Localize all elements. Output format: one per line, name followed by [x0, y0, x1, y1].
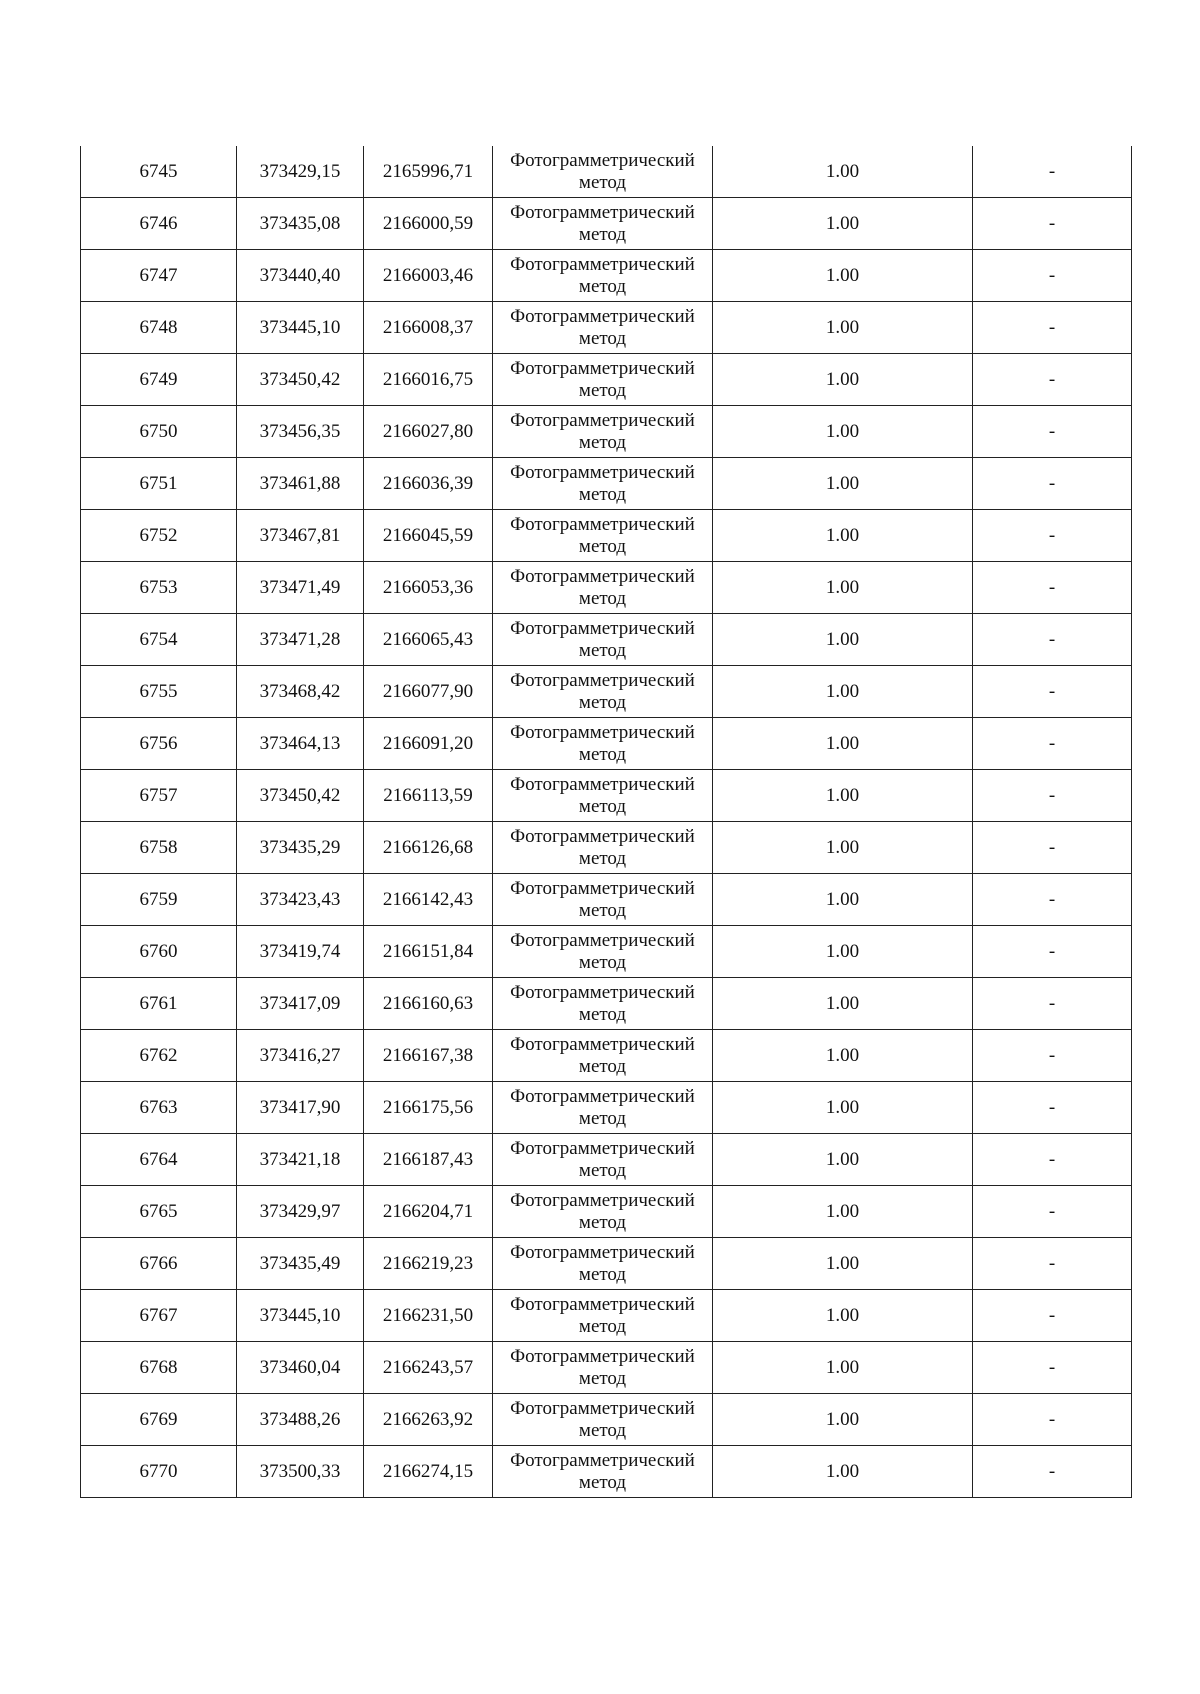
method-cell: [493, 666, 713, 718]
note-cell: -: [973, 1030, 1132, 1082]
accuracy-cell: 1.00: [713, 458, 973, 510]
method-cell: [493, 1238, 713, 1290]
point-number-cell: 6758: [81, 822, 237, 874]
method-cell: [493, 1030, 713, 1082]
method-line-2: метод: [578, 223, 627, 245]
table-row: [81, 1446, 1132, 1498]
point-number-cell: 6760: [81, 926, 237, 978]
table-row: [81, 926, 1132, 978]
point-number-cell: 6746: [81, 198, 237, 250]
table-row: [81, 198, 1132, 250]
method-line-1: Фотограмметрический: [510, 981, 695, 1003]
y-coordinate-cell: 2166126,68: [364, 822, 493, 874]
method-line-1: Фотограмметрический: [510, 513, 695, 535]
table-row: [81, 510, 1132, 562]
point-number-cell: 6751: [81, 458, 237, 510]
method-line-2: метод: [578, 951, 627, 973]
method-line-1: Фотограмметрический: [510, 1033, 695, 1055]
method-line-2: метод: [578, 743, 627, 765]
accuracy-cell: 1.00: [713, 1342, 973, 1394]
y-coordinate-cell: 2166053,36: [364, 562, 493, 614]
method-line-1: Фотограмметрический: [510, 253, 695, 275]
note-cell: -: [973, 510, 1132, 562]
y-coordinate-cell: 2166091,20: [364, 718, 493, 770]
y-coordinate-cell: 2166231,50: [364, 1290, 493, 1342]
y-coordinate-cell: 2166274,15: [364, 1446, 493, 1498]
method-cell: [493, 354, 713, 406]
y-coordinate-cell: 2166243,57: [364, 1342, 493, 1394]
y-coordinate-cell: 2165996,71: [364, 146, 493, 198]
point-number-cell: 6761: [81, 978, 237, 1030]
method-cell: [493, 770, 713, 822]
note-cell: -: [973, 822, 1132, 874]
accuracy-cell: 1.00: [713, 666, 973, 718]
table-row: [81, 302, 1132, 354]
note-cell: -: [973, 406, 1132, 458]
method-line-1: Фотограмметрический: [510, 565, 695, 587]
method-line-2: метод: [578, 327, 627, 349]
method-line-1: Фотограмметрический: [510, 1397, 695, 1419]
x-coordinate-cell: 373464,13: [237, 718, 364, 770]
accuracy-cell: 1.00: [713, 1030, 973, 1082]
method-cell: [493, 250, 713, 302]
method-cell: [493, 562, 713, 614]
y-coordinate-cell: 2166065,43: [364, 614, 493, 666]
x-coordinate-cell: 373416,27: [237, 1030, 364, 1082]
table-row: [81, 1290, 1132, 1342]
method-line-1: Фотограмметрический: [510, 1085, 695, 1107]
y-coordinate-cell: 2166151,84: [364, 926, 493, 978]
table-row: [81, 718, 1132, 770]
table-row: [81, 406, 1132, 458]
x-coordinate-cell: 373450,42: [237, 354, 364, 406]
accuracy-cell: 1.00: [713, 562, 973, 614]
note-cell: -: [973, 146, 1132, 198]
accuracy-cell: 1.00: [713, 1082, 973, 1134]
point-number-cell: 6765: [81, 1186, 237, 1238]
method-cell: [493, 614, 713, 666]
x-coordinate-cell: 373445,10: [237, 1290, 364, 1342]
x-coordinate-cell: 373461,88: [237, 458, 364, 510]
x-coordinate-cell: 373471,28: [237, 614, 364, 666]
note-cell: -: [973, 1238, 1132, 1290]
table-row: [81, 1394, 1132, 1446]
method-line-1: Фотограмметрический: [510, 1449, 695, 1471]
method-line-1: Фотограмметрический: [510, 825, 695, 847]
method-cell: [493, 510, 713, 562]
y-coordinate-cell: 2166003,46: [364, 250, 493, 302]
point-number-cell: 6768: [81, 1342, 237, 1394]
x-coordinate-cell: 373468,42: [237, 666, 364, 718]
x-coordinate-cell: 373429,97: [237, 1186, 364, 1238]
x-coordinate-cell: 373417,90: [237, 1082, 364, 1134]
method-line-1: Фотограмметрический: [510, 929, 695, 951]
note-cell: -: [973, 1134, 1132, 1186]
note-cell: -: [973, 198, 1132, 250]
y-coordinate-cell: 2166113,59: [364, 770, 493, 822]
y-coordinate-cell: 2166160,63: [364, 978, 493, 1030]
point-number-cell: 6750: [81, 406, 237, 458]
method-line-2: метод: [578, 1367, 627, 1389]
point-number-cell: 6755: [81, 666, 237, 718]
note-cell: -: [973, 666, 1132, 718]
method-line-1: Фотограмметрический: [510, 877, 695, 899]
accuracy-cell: 1.00: [713, 354, 973, 406]
accuracy-cell: 1.00: [713, 1290, 973, 1342]
method-line-1: Фотограмметрический: [510, 773, 695, 795]
x-coordinate-cell: 373456,35: [237, 406, 364, 458]
accuracy-cell: 1.00: [713, 822, 973, 874]
x-coordinate-cell: 373419,74: [237, 926, 364, 978]
method-line-2: метод: [578, 171, 627, 193]
table-row: [81, 770, 1132, 822]
method-line-1: Фотограмметрический: [510, 721, 695, 743]
y-coordinate-cell: 2166016,75: [364, 354, 493, 406]
note-cell: -: [973, 354, 1132, 406]
method-line-2: метод: [578, 1471, 627, 1493]
table-row: [81, 1082, 1132, 1134]
method-cell: [493, 458, 713, 510]
point-number-cell: 6756: [81, 718, 237, 770]
x-coordinate-cell: 373471,49: [237, 562, 364, 614]
accuracy-cell: 1.00: [713, 770, 973, 822]
x-coordinate-cell: 373429,15: [237, 146, 364, 198]
point-number-cell: 6752: [81, 510, 237, 562]
table-row: [81, 250, 1132, 302]
note-cell: -: [973, 1342, 1132, 1394]
method-line-2: метод: [578, 1003, 627, 1025]
point-number-cell: 6759: [81, 874, 237, 926]
method-line-1: Фотограмметрический: [510, 669, 695, 691]
note-cell: -: [973, 250, 1132, 302]
note-cell: -: [973, 1394, 1132, 1446]
note-cell: -: [973, 614, 1132, 666]
method-line-2: метод: [578, 1211, 627, 1233]
x-coordinate-cell: 373421,18: [237, 1134, 364, 1186]
y-coordinate-cell: 2166000,59: [364, 198, 493, 250]
method-cell: [493, 1290, 713, 1342]
x-coordinate-cell: 373460,04: [237, 1342, 364, 1394]
accuracy-cell: 1.00: [713, 978, 973, 1030]
method-line-2: метод: [578, 1263, 627, 1285]
x-coordinate-cell: 373440,40: [237, 250, 364, 302]
method-line-2: метод: [578, 483, 627, 505]
method-cell: [493, 146, 713, 198]
accuracy-cell: 1.00: [713, 1186, 973, 1238]
method-line-1: Фотограмметрический: [510, 357, 695, 379]
method-line-1: Фотограмметрический: [510, 617, 695, 639]
accuracy-cell: 1.00: [713, 1134, 973, 1186]
method-cell: [493, 1082, 713, 1134]
table-row: [81, 146, 1132, 198]
table-row: [81, 666, 1132, 718]
x-coordinate-cell: 373488,26: [237, 1394, 364, 1446]
accuracy-cell: 1.00: [713, 874, 973, 926]
method-cell: [493, 822, 713, 874]
note-cell: -: [973, 718, 1132, 770]
note-cell: -: [973, 562, 1132, 614]
y-coordinate-cell: 2166027,80: [364, 406, 493, 458]
note-cell: -: [973, 978, 1132, 1030]
method-line-1: Фотограмметрический: [510, 201, 695, 223]
accuracy-cell: 1.00: [713, 146, 973, 198]
coordinates-table-body: [81, 146, 1132, 1498]
method-cell: [493, 406, 713, 458]
x-coordinate-cell: 373500,33: [237, 1446, 364, 1498]
method-line-1: Фотограмметрический: [510, 1137, 695, 1159]
accuracy-cell: 1.00: [713, 406, 973, 458]
table-row: [81, 614, 1132, 666]
method-line-2: метод: [578, 587, 627, 609]
method-line-1: Фотограмметрический: [510, 149, 695, 171]
method-cell: [493, 874, 713, 926]
method-line-1: Фотограмметрический: [510, 1189, 695, 1211]
table-row: [81, 458, 1132, 510]
point-number-cell: 6754: [81, 614, 237, 666]
y-coordinate-cell: 2166219,23: [364, 1238, 493, 1290]
note-cell: -: [973, 926, 1132, 978]
y-coordinate-cell: 2166175,56: [364, 1082, 493, 1134]
note-cell: -: [973, 1290, 1132, 1342]
x-coordinate-cell: 373423,43: [237, 874, 364, 926]
method-line-2: метод: [578, 1159, 627, 1181]
point-number-cell: 6745: [81, 146, 237, 198]
point-number-cell: 6766: [81, 1238, 237, 1290]
method-line-2: метод: [578, 691, 627, 713]
accuracy-cell: 1.00: [713, 1394, 973, 1446]
accuracy-cell: 1.00: [713, 1238, 973, 1290]
method-line-2: метод: [578, 899, 627, 921]
point-number-cell: 6764: [81, 1134, 237, 1186]
point-number-cell: 6753: [81, 562, 237, 614]
method-line-2: метод: [578, 795, 627, 817]
method-line-1: Фотограмметрический: [510, 305, 695, 327]
point-number-cell: 6770: [81, 1446, 237, 1498]
method-cell: [493, 718, 713, 770]
x-coordinate-cell: 373417,09: [237, 978, 364, 1030]
method-cell: [493, 1342, 713, 1394]
table-row: [81, 978, 1132, 1030]
y-coordinate-cell: 2166167,38: [364, 1030, 493, 1082]
table-row: [81, 822, 1132, 874]
method-line-2: метод: [578, 379, 627, 401]
method-cell: [493, 1446, 713, 1498]
x-coordinate-cell: 373435,08: [237, 198, 364, 250]
note-cell: -: [973, 874, 1132, 926]
note-cell: -: [973, 1082, 1132, 1134]
point-number-cell: 6757: [81, 770, 237, 822]
accuracy-cell: 1.00: [713, 1446, 973, 1498]
y-coordinate-cell: 2166008,37: [364, 302, 493, 354]
x-coordinate-cell: 373435,29: [237, 822, 364, 874]
point-number-cell: 6747: [81, 250, 237, 302]
accuracy-cell: 1.00: [713, 926, 973, 978]
point-number-cell: 6749: [81, 354, 237, 406]
method-line-1: Фотограмметрический: [510, 461, 695, 483]
y-coordinate-cell: 2166187,43: [364, 1134, 493, 1186]
point-number-cell: 6767: [81, 1290, 237, 1342]
y-coordinate-cell: 2166045,59: [364, 510, 493, 562]
x-coordinate-cell: 373445,10: [237, 302, 364, 354]
table-row: [81, 1030, 1132, 1082]
point-number-cell: 6748: [81, 302, 237, 354]
accuracy-cell: 1.00: [713, 250, 973, 302]
method-cell: [493, 198, 713, 250]
x-coordinate-cell: 373435,49: [237, 1238, 364, 1290]
table-row: [81, 354, 1132, 406]
x-coordinate-cell: 373467,81: [237, 510, 364, 562]
accuracy-cell: 1.00: [713, 302, 973, 354]
method-line-2: метод: [578, 535, 627, 557]
y-coordinate-cell: 2166142,43: [364, 874, 493, 926]
table-row: [81, 1186, 1132, 1238]
method-line-2: метод: [578, 1315, 627, 1337]
y-coordinate-cell: 2166204,71: [364, 1186, 493, 1238]
method-line-1: Фотограмметрический: [510, 1345, 695, 1367]
table-row: [81, 1134, 1132, 1186]
coordinates-table: [80, 146, 1132, 1498]
method-line-1: Фотограмметрический: [510, 1293, 695, 1315]
point-number-cell: 6762: [81, 1030, 237, 1082]
method-line-2: метод: [578, 275, 627, 297]
note-cell: -: [973, 770, 1132, 822]
note-cell: -: [973, 458, 1132, 510]
y-coordinate-cell: 2166077,90: [364, 666, 493, 718]
method-line-2: метод: [578, 1419, 627, 1441]
y-coordinate-cell: 2166036,39: [364, 458, 493, 510]
method-line-2: метод: [578, 639, 627, 661]
table-row: [81, 1342, 1132, 1394]
note-cell: -: [973, 302, 1132, 354]
accuracy-cell: 1.00: [713, 198, 973, 250]
method-cell: [493, 1134, 713, 1186]
point-number-cell: 6763: [81, 1082, 237, 1134]
table-row: [81, 874, 1132, 926]
method-cell: [493, 1394, 713, 1446]
accuracy-cell: 1.00: [713, 718, 973, 770]
method-cell: [493, 1186, 713, 1238]
method-cell: [493, 978, 713, 1030]
method-line-2: метод: [578, 847, 627, 869]
table-row: [81, 562, 1132, 614]
method-line-2: метод: [578, 1107, 627, 1129]
method-line-1: Фотограмметрический: [510, 409, 695, 431]
note-cell: -: [973, 1446, 1132, 1498]
accuracy-cell: 1.00: [713, 510, 973, 562]
method-line-2: метод: [578, 431, 627, 453]
point-number-cell: 6769: [81, 1394, 237, 1446]
method-cell: [493, 926, 713, 978]
accuracy-cell: 1.00: [713, 614, 973, 666]
table-row: [81, 1238, 1132, 1290]
x-coordinate-cell: 373450,42: [237, 770, 364, 822]
method-cell: [493, 302, 713, 354]
method-line-1: Фотограмметрический: [510, 1241, 695, 1263]
y-coordinate-cell: 2166263,92: [364, 1394, 493, 1446]
note-cell: -: [973, 1186, 1132, 1238]
method-line-2: метод: [578, 1055, 627, 1077]
